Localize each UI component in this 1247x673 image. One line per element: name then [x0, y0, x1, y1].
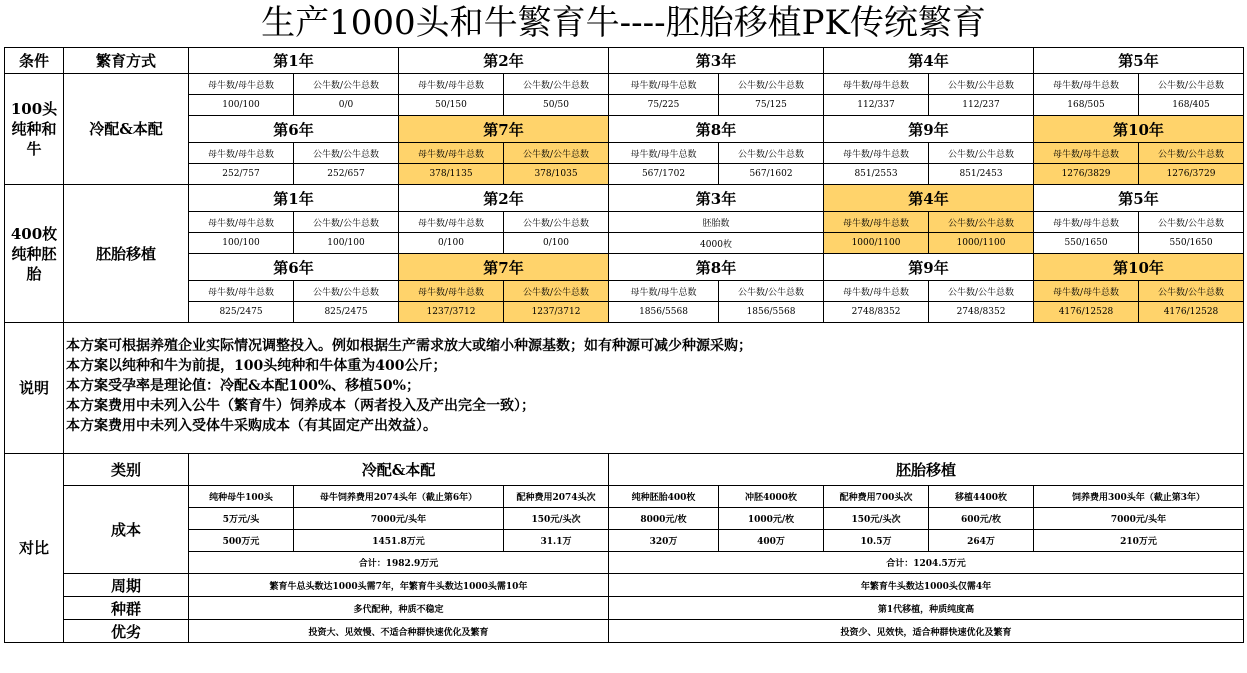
column-subheader: 公牛数/公牛总数	[1139, 281, 1244, 302]
table-row	[5, 116, 1244, 143]
cost-cell: 400万	[719, 530, 824, 552]
column-subheader: 公牛数/公牛总数	[929, 281, 1034, 302]
value-cell: 252/657	[294, 164, 399, 185]
notes-label: 说明	[5, 323, 64, 454]
column-subheader: 母牛数/母牛总数	[824, 212, 929, 233]
year-label: 第9年	[824, 254, 1034, 281]
year-label: 第10年	[1034, 116, 1244, 143]
column-subheader: 母牛数/母牛总数	[1034, 74, 1139, 95]
value-cell: 100/100	[189, 233, 294, 254]
cost-cell: 8000元/枚	[609, 508, 719, 530]
compare-row-label: 周期	[64, 574, 189, 597]
cost-cell: 纯种母牛100头	[189, 486, 294, 508]
cost-cell: 饲养费用300头年（截止第3年）	[1034, 486, 1244, 508]
table-row	[5, 620, 1244, 643]
cost-cell: 配种费用2074头次	[504, 486, 609, 508]
value-cell: 112/237	[929, 95, 1034, 116]
table-row	[5, 454, 1244, 486]
col-a-header: 冷配&本配	[189, 454, 609, 486]
cost-cell: 纯种胚胎400枚	[609, 486, 719, 508]
column-subheader: 公牛数/公牛总数	[504, 74, 609, 95]
column-subheader: 母牛数/母牛总数	[824, 74, 929, 95]
value-cell: 0/0	[294, 95, 399, 116]
column-subheader: 公牛数/公牛总数	[719, 281, 824, 302]
value-cell: 1237/3712	[399, 302, 504, 323]
column-subheader: 公牛数/公牛总数	[504, 281, 609, 302]
value-cell: 851/2553	[824, 164, 929, 185]
method-label: 胚胎移植	[64, 185, 189, 323]
compare-row-label: 种群	[64, 597, 189, 620]
table-row	[5, 254, 1244, 281]
year-label: 第5年	[1034, 185, 1244, 212]
table-row	[5, 302, 1244, 323]
column-subheader: 母牛数/母牛总数	[189, 212, 294, 233]
value-cell: 4000枚	[609, 233, 824, 254]
table-row	[5, 323, 1244, 454]
note-line: 本方案以纯种和牛为前提，100头纯种和牛体重为400公斤；	[66, 358, 447, 374]
page-title: 生产1000头和牛繁育牛----胚胎移植PK传统繁育	[261, 3, 986, 43]
year-label: 第7年	[399, 116, 609, 143]
value-cell: 50/150	[399, 95, 504, 116]
header-year: 第5年	[1034, 48, 1244, 74]
value-cell: 550/1650	[1139, 233, 1244, 254]
value-cell: 1856/5568	[609, 302, 719, 323]
column-subheader: 公牛数/公牛总数	[1139, 143, 1244, 164]
cost-cell: 210万元	[1034, 530, 1244, 552]
value-cell: 75/125	[719, 95, 824, 116]
value-cell: 252/757	[189, 164, 294, 185]
value-cell: 168/405	[1139, 95, 1244, 116]
table-row	[5, 143, 1244, 164]
compare-b: 投资少、见效快，适合种群快速优化及繁育	[609, 620, 1244, 643]
compare-a: 多代配种，种质不稳定	[189, 597, 609, 620]
value-cell: 75/225	[609, 95, 719, 116]
table-row	[5, 486, 1244, 508]
value-cell: 1276/3729	[1139, 164, 1244, 185]
column-subheader: 公牛数/公牛总数	[504, 143, 609, 164]
year-label: 第6年	[189, 116, 399, 143]
year-label: 第1年	[189, 185, 399, 212]
value-cell: 100/100	[189, 95, 294, 116]
column-subheader: 母牛数/母牛总数	[609, 74, 719, 95]
value-cell: 4176/12528	[1034, 302, 1139, 323]
column-subheader: 母牛数/母牛总数	[1034, 281, 1139, 302]
table-row	[5, 164, 1244, 185]
table-row	[5, 552, 1244, 574]
table-row	[5, 95, 1244, 116]
header-condition: 条件	[5, 48, 64, 74]
cost-cell: 冲胚4000枚	[719, 486, 824, 508]
compare-label: 对比	[5, 454, 64, 643]
cost-cell: 配种费用700头次	[824, 486, 929, 508]
value-cell: 112/337	[824, 95, 929, 116]
year-label: 第6年	[189, 254, 399, 281]
column-subheader: 母牛数/母牛总数	[399, 212, 504, 233]
column-subheader: 母牛数/母牛总数	[824, 143, 929, 164]
cost-cell: 500万元	[189, 530, 294, 552]
cost-cell: 1451.8万元	[294, 530, 504, 552]
cost-cell: 10.5万	[824, 530, 929, 552]
value-cell: 4176/12528	[1139, 302, 1244, 323]
table-row	[5, 530, 1244, 552]
header-year: 第2年	[399, 48, 609, 74]
compare-a: 繁育牛总头数达1000头需7年，年繁育牛头数达1000头需10年	[189, 574, 609, 597]
note-line: 本方案费用中未列入公牛（繁育牛）饲养成本（两者投入及产出完全一致）；	[66, 398, 535, 414]
value-cell: 825/2475	[294, 302, 399, 323]
table-row	[5, 597, 1244, 620]
cost-cell: 7000元/头年	[294, 508, 504, 530]
column-subheader: 公牛数/公牛总数	[929, 212, 1034, 233]
table-row	[5, 48, 1244, 74]
condition-label: 400枚纯种胚胎	[5, 185, 64, 323]
value-cell: 50/50	[504, 95, 609, 116]
cost-cell: 移植4400枚	[929, 486, 1034, 508]
table-row	[5, 212, 1244, 233]
value-cell: 1237/3712	[504, 302, 609, 323]
value-cell: 567/1702	[609, 164, 719, 185]
table-row	[5, 508, 1244, 530]
column-subheader: 母牛数/母牛总数	[399, 143, 504, 164]
column-subheader: 母牛数/母牛总数	[1034, 212, 1139, 233]
column-subheader: 母牛数/母牛总数	[189, 281, 294, 302]
cost-cell: 320万	[609, 530, 719, 552]
column-subheader: 母牛数/母牛总数	[399, 281, 504, 302]
table-row	[5, 281, 1244, 302]
column-subheader: 公牛数/公牛总数	[929, 74, 1034, 95]
year-label: 第4年	[824, 185, 1034, 212]
table-row	[5, 74, 1244, 95]
value-cell: 0/100	[504, 233, 609, 254]
cost-cell: 31.1万	[504, 530, 609, 552]
column-subheader: 母牛数/母牛总数	[189, 74, 294, 95]
year-label: 第8年	[609, 254, 824, 281]
cost-cell: 150元/头次	[824, 508, 929, 530]
note-line: 本方案受孕率是理论值：冷配&本配100%、移植50%；	[66, 378, 420, 394]
compare-a: 投资大、见效慢、不适合种群快速优化及繁育	[189, 620, 609, 643]
header-year: 第4年	[824, 48, 1034, 74]
value-cell: 1000/1100	[929, 233, 1034, 254]
value-cell: 825/2475	[189, 302, 294, 323]
value-cell: 567/1602	[719, 164, 824, 185]
header-year: 第3年	[609, 48, 824, 74]
main-table	[4, 47, 1244, 643]
value-cell: 2748/8352	[824, 302, 929, 323]
year-label: 第2年	[399, 185, 609, 212]
condition-label: 100头纯种和牛	[5, 74, 64, 185]
table-row	[5, 574, 1244, 597]
column-subheader: 公牛数/公牛总数	[1139, 212, 1244, 233]
cost-cell: 264万	[929, 530, 1034, 552]
note-line: 本方案可根据养殖企业实际情况调整投入。例如根据生产需求放大或缩小种源基数；如有种源可减少种源采购；	[66, 338, 752, 354]
year-label: 第8年	[609, 116, 824, 143]
value-cell: 378/1135	[399, 164, 504, 185]
column-subheader: 母牛数/母牛总数	[399, 74, 504, 95]
notes-text	[64, 323, 1244, 454]
column-subheader: 胚胎数	[609, 212, 824, 233]
column-subheader: 母牛数/母牛总数	[824, 281, 929, 302]
total-b: 合计：1204.5万元	[609, 552, 1244, 574]
method-label: 冷配&本配	[64, 74, 189, 185]
value-cell: 378/1035	[504, 164, 609, 185]
value-cell: 100/100	[294, 233, 399, 254]
column-subheader: 母牛数/母牛总数	[1034, 143, 1139, 164]
value-cell: 1000/1100	[824, 233, 929, 254]
table-row	[5, 185, 1244, 212]
value-cell: 1856/5568	[719, 302, 824, 323]
column-subheader: 公牛数/公牛总数	[504, 212, 609, 233]
category-header: 类别	[64, 454, 189, 486]
value-cell: 550/1650	[1034, 233, 1139, 254]
year-label: 第9年	[824, 116, 1034, 143]
header-method: 繁育方式	[64, 48, 189, 74]
column-subheader: 公牛数/公牛总数	[294, 281, 399, 302]
column-subheader: 公牛数/公牛总数	[929, 143, 1034, 164]
cost-cell: 5万元/头	[189, 508, 294, 530]
column-subheader: 公牛数/公牛总数	[294, 212, 399, 233]
column-subheader: 公牛数/公牛总数	[294, 143, 399, 164]
value-cell: 0/100	[399, 233, 504, 254]
compare-row-label: 优劣	[64, 620, 189, 643]
column-subheader: 母牛数/母牛总数	[609, 281, 719, 302]
value-cell: 168/505	[1034, 95, 1139, 116]
cost-cell: 7000元/头年	[1034, 508, 1244, 530]
column-subheader: 公牛数/公牛总数	[719, 74, 824, 95]
value-cell: 851/2453	[929, 164, 1034, 185]
column-subheader: 母牛数/母牛总数	[609, 143, 719, 164]
header-year: 第1年	[189, 48, 399, 74]
cost-cell: 1000元/枚	[719, 508, 824, 530]
year-label: 第7年	[399, 254, 609, 281]
cost-cell: 600元/枚	[929, 508, 1034, 530]
cost-label: 成本	[64, 486, 189, 574]
column-subheader: 母牛数/母牛总数	[189, 143, 294, 164]
note-line: 本方案费用中未列入受体牛采购成本（有其固定产出效益）。	[66, 418, 437, 434]
year-label: 第10年	[1034, 254, 1244, 281]
table-row	[5, 233, 1244, 254]
cost-cell: 150元/头次	[504, 508, 609, 530]
compare-b: 年繁育牛头数达1000头仅需4年	[609, 574, 1244, 597]
total-a: 合计：1982.9万元	[189, 552, 609, 574]
column-subheader: 公牛数/公牛总数	[294, 74, 399, 95]
column-subheader: 公牛数/公牛总数	[1139, 74, 1244, 95]
cost-cell: 母牛饲养费用2074头年（截止第6年）	[294, 486, 504, 508]
value-cell: 2748/8352	[929, 302, 1034, 323]
col-b-header: 胚胎移植	[609, 454, 1244, 486]
year-label: 第3年	[609, 185, 824, 212]
compare-b: 第1代移植，种质纯度高	[609, 597, 1244, 620]
value-cell: 1276/3829	[1034, 164, 1139, 185]
column-subheader: 公牛数/公牛总数	[719, 143, 824, 164]
